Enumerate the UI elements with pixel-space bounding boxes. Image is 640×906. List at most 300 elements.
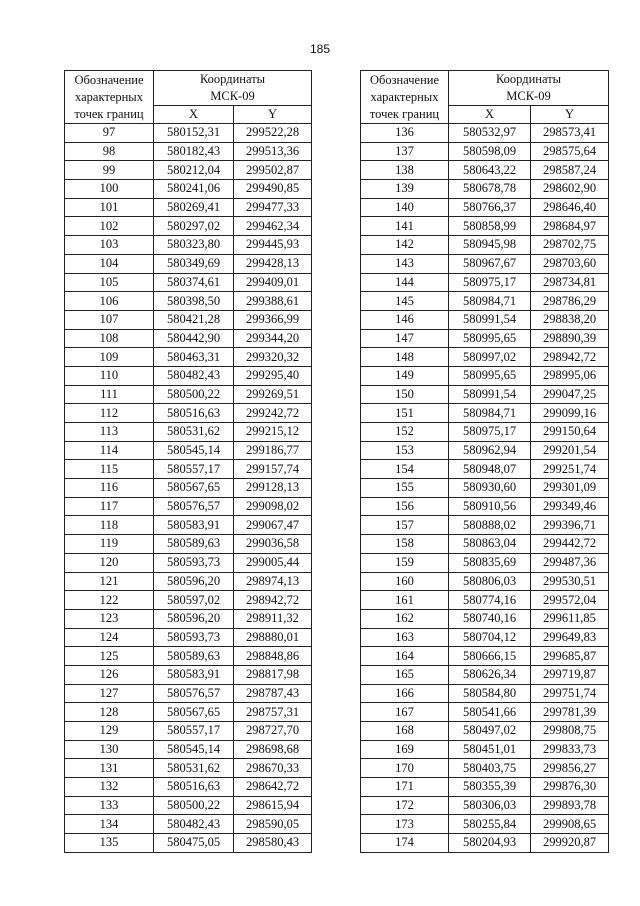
point-number-cell: 134 xyxy=(65,815,154,834)
table-row xyxy=(361,254,609,273)
point-number-cell: 161 xyxy=(361,591,449,610)
x-coordinate-cell: 580500,22 xyxy=(154,796,234,815)
table-row xyxy=(361,366,609,385)
table-row xyxy=(361,778,609,797)
x-column-header: X xyxy=(449,106,531,124)
x-coordinate-cell: 580596,20 xyxy=(154,609,234,628)
y-coordinate-cell: 298787,43 xyxy=(234,684,312,703)
table-row xyxy=(361,740,609,759)
x-coordinate-cell: 580858,99 xyxy=(449,217,531,236)
y-coordinate-cell: 299513,36 xyxy=(234,142,312,161)
table-row xyxy=(65,647,312,666)
x-coordinate-cell: 580567,65 xyxy=(154,703,234,722)
table-row xyxy=(65,778,312,797)
coordinates-header-line2: МСК-09 xyxy=(210,89,255,103)
table-row xyxy=(361,329,609,348)
point-number-cell: 162 xyxy=(361,609,449,628)
table-row xyxy=(65,254,312,273)
point-number-cell: 107 xyxy=(65,310,154,329)
x-coordinate-cell: 580567,65 xyxy=(154,479,234,498)
y-coordinate-cell: 299047,25 xyxy=(531,385,609,404)
x-coordinate-cell: 580704,12 xyxy=(449,628,531,647)
table-row xyxy=(65,628,312,647)
y-coordinate-cell: 299388,61 xyxy=(234,292,312,311)
point-number-cell: 121 xyxy=(65,572,154,591)
y-coordinate-cell: 299128,13 xyxy=(234,479,312,498)
table-row xyxy=(361,628,609,647)
y-coordinate-cell: 298580,43 xyxy=(234,834,312,853)
x-coordinate-cell: 580666,15 xyxy=(449,647,531,666)
point-number-cell: 170 xyxy=(361,759,449,778)
x-coordinate-cell: 580306,03 xyxy=(449,796,531,815)
coordinates-header xyxy=(154,71,312,106)
point-number-cell: 137 xyxy=(361,142,449,161)
y-coordinate-cell: 298734,81 xyxy=(531,273,609,292)
table-row xyxy=(65,292,312,311)
y-coordinate-cell: 299295,40 xyxy=(234,366,312,385)
y-coordinate-cell: 299908,65 xyxy=(531,815,609,834)
point-number-cell: 166 xyxy=(361,684,449,703)
x-coordinate-cell: 580975,17 xyxy=(449,273,531,292)
y-coordinate-cell: 299269,51 xyxy=(234,385,312,404)
x-coordinate-cell: 580766,37 xyxy=(449,198,531,217)
point-number-cell: 147 xyxy=(361,329,449,348)
table-row xyxy=(361,198,609,217)
y-coordinate-cell: 298880,01 xyxy=(234,628,312,647)
x-coordinate-cell: 580888,02 xyxy=(449,516,531,535)
point-number-cell: 122 xyxy=(65,591,154,610)
y-coordinate-cell: 299833,73 xyxy=(531,740,609,759)
y-coordinate-cell: 299098,02 xyxy=(234,497,312,516)
y-coordinate-cell: 299251,74 xyxy=(531,460,609,479)
y-coordinate-cell: 298942,72 xyxy=(234,591,312,610)
point-number-cell: 100 xyxy=(65,180,154,199)
y-coordinate-cell: 299490,85 xyxy=(234,180,312,199)
point-number-cell: 123 xyxy=(65,609,154,628)
point-number-cell: 173 xyxy=(361,815,449,834)
y-coordinate-cell: 298757,31 xyxy=(234,703,312,722)
y-coordinate-cell: 299530,51 xyxy=(531,572,609,591)
point-number-cell: 117 xyxy=(65,497,154,516)
point-number-cell: 148 xyxy=(361,348,449,367)
x-coordinate-cell: 580500,22 xyxy=(154,385,234,404)
point-number-cell: 97 xyxy=(65,124,154,143)
x-coordinate-cell: 580421,28 xyxy=(154,310,234,329)
x-coordinate-cell: 580962,94 xyxy=(449,441,531,460)
x-coordinate-cell: 580355,39 xyxy=(449,778,531,797)
point-number-cell: 165 xyxy=(361,665,449,684)
y-coordinate-cell: 299301,09 xyxy=(531,479,609,498)
y-coordinate-cell: 298838,20 xyxy=(531,310,609,329)
table-row xyxy=(361,142,609,161)
table-row xyxy=(361,591,609,610)
table-row xyxy=(65,572,312,591)
table-row xyxy=(65,385,312,404)
x-coordinate-cell: 580541,66 xyxy=(449,703,531,722)
point-number-cell: 128 xyxy=(65,703,154,722)
table-row xyxy=(361,161,609,180)
y-coordinate-cell: 299349,46 xyxy=(531,497,609,516)
point-number-cell: 133 xyxy=(65,796,154,815)
x-coordinate-cell: 580774,16 xyxy=(449,591,531,610)
table-row xyxy=(361,834,609,853)
x-coordinate-cell: 580475,05 xyxy=(154,834,234,853)
point-number-cell: 142 xyxy=(361,236,449,255)
y-column-header: Y xyxy=(531,106,609,124)
y-coordinate-cell: 299487,36 xyxy=(531,553,609,572)
x-coordinate-cell: 580583,91 xyxy=(154,516,234,535)
point-number-cell: 150 xyxy=(361,385,449,404)
point-number-cell: 167 xyxy=(361,703,449,722)
table-row xyxy=(361,553,609,572)
point-number-cell: 120 xyxy=(65,553,154,572)
x-coordinate-cell: 580598,09 xyxy=(449,142,531,161)
table-row xyxy=(361,497,609,516)
designation-header-line1: Обозначение xyxy=(369,72,440,87)
table-row xyxy=(361,404,609,423)
y-coordinate-cell: 299856,27 xyxy=(531,759,609,778)
table-row xyxy=(361,815,609,834)
table-row xyxy=(65,404,312,423)
x-coordinate-cell: 580255,84 xyxy=(449,815,531,834)
table-row xyxy=(65,479,312,498)
point-number-cell: 132 xyxy=(65,778,154,797)
designation-header xyxy=(65,71,154,124)
table-row xyxy=(65,273,312,292)
point-number-cell: 144 xyxy=(361,273,449,292)
table-row xyxy=(65,236,312,255)
table-row xyxy=(361,684,609,703)
table-row xyxy=(361,180,609,199)
table-row xyxy=(361,124,609,143)
y-coordinate-cell: 299719,87 xyxy=(531,665,609,684)
y-coordinate-cell: 298615,94 xyxy=(234,796,312,815)
table-row xyxy=(361,292,609,311)
table-row xyxy=(65,423,312,442)
table-row xyxy=(65,161,312,180)
table-row xyxy=(65,180,312,199)
y-coordinate-cell: 299445,93 xyxy=(234,236,312,255)
y-coordinate-cell: 299685,87 xyxy=(531,647,609,666)
table-row xyxy=(65,366,312,385)
x-coordinate-cell: 580516,63 xyxy=(154,404,234,423)
y-coordinate-cell: 298575,64 xyxy=(531,142,609,161)
x-coordinate-cell: 580995,65 xyxy=(449,329,531,348)
point-number-cell: 114 xyxy=(65,441,154,460)
table-row xyxy=(65,815,312,834)
x-coordinate-cell: 580532,97 xyxy=(449,124,531,143)
x-coordinate-cell: 580545,14 xyxy=(154,441,234,460)
point-number-cell: 118 xyxy=(65,516,154,535)
x-coordinate-cell: 580597,02 xyxy=(154,591,234,610)
point-number-cell: 113 xyxy=(65,423,154,442)
coordinates-table-left xyxy=(64,70,312,853)
table-row xyxy=(65,441,312,460)
x-coordinate-cell: 580269,41 xyxy=(154,198,234,217)
point-number-cell: 153 xyxy=(361,441,449,460)
x-coordinate-cell: 580626,34 xyxy=(449,665,531,684)
x-coordinate-cell: 580497,02 xyxy=(449,722,531,741)
point-number-cell: 131 xyxy=(65,759,154,778)
y-coordinate-cell: 299186,77 xyxy=(234,441,312,460)
point-number-cell: 101 xyxy=(65,198,154,217)
point-number-cell: 146 xyxy=(361,310,449,329)
table-row xyxy=(65,684,312,703)
point-number-cell: 116 xyxy=(65,479,154,498)
table-row xyxy=(65,310,312,329)
x-coordinate-cell: 580596,20 xyxy=(154,572,234,591)
x-coordinate-cell: 580589,63 xyxy=(154,647,234,666)
point-number-cell: 105 xyxy=(65,273,154,292)
y-coordinate-cell: 299477,33 xyxy=(234,198,312,217)
table-row xyxy=(65,609,312,628)
x-coordinate-cell: 580740,16 xyxy=(449,609,531,628)
y-coordinate-cell: 299893,78 xyxy=(531,796,609,815)
point-number-cell: 168 xyxy=(361,722,449,741)
y-coordinate-cell: 298817,98 xyxy=(234,665,312,684)
point-number-cell: 152 xyxy=(361,423,449,442)
x-coordinate-cell: 580593,73 xyxy=(154,553,234,572)
y-coordinate-cell: 299150,64 xyxy=(531,423,609,442)
table-row xyxy=(361,441,609,460)
table-row xyxy=(361,759,609,778)
point-number-cell: 145 xyxy=(361,292,449,311)
point-number-cell: 108 xyxy=(65,329,154,348)
designation-header-line2: характерных xyxy=(75,89,143,104)
point-number-cell: 155 xyxy=(361,479,449,498)
table-row xyxy=(361,385,609,404)
x-coordinate-cell: 580576,57 xyxy=(154,497,234,516)
table-row xyxy=(65,516,312,535)
x-coordinate-cell: 580349,69 xyxy=(154,254,234,273)
y-coordinate-cell: 298974,13 xyxy=(234,572,312,591)
x-coordinate-cell: 580531,62 xyxy=(154,423,234,442)
point-number-cell: 149 xyxy=(361,366,449,385)
point-number-cell: 172 xyxy=(361,796,449,815)
y-coordinate-cell: 298602,90 xyxy=(531,180,609,199)
x-coordinate-cell: 580948,07 xyxy=(449,460,531,479)
coordinates-header-line1: Координаты xyxy=(495,72,562,86)
point-number-cell: 174 xyxy=(361,834,449,853)
table-row xyxy=(65,142,312,161)
table-row xyxy=(65,497,312,516)
x-coordinate-cell: 580557,17 xyxy=(154,460,234,479)
point-number-cell: 127 xyxy=(65,684,154,703)
y-coordinate-cell: 299781,39 xyxy=(531,703,609,722)
point-number-cell: 112 xyxy=(65,404,154,423)
designation-header-line3: точек границ xyxy=(74,106,144,121)
point-number-cell: 110 xyxy=(65,366,154,385)
x-coordinate-cell: 580863,04 xyxy=(449,535,531,554)
point-number-cell: 164 xyxy=(361,647,449,666)
table-row xyxy=(361,665,609,684)
x-coordinate-cell: 580531,62 xyxy=(154,759,234,778)
y-coordinate-cell: 299036,58 xyxy=(234,535,312,554)
point-number-cell: 136 xyxy=(361,124,449,143)
y-coordinate-cell: 298848,86 xyxy=(234,647,312,666)
y-coordinate-cell: 299320,32 xyxy=(234,348,312,367)
table-row xyxy=(65,535,312,554)
point-number-cell: 138 xyxy=(361,161,449,180)
y-coordinate-cell: 299876,30 xyxy=(531,778,609,797)
x-coordinate-cell: 580403,75 xyxy=(449,759,531,778)
designation-header-line3: точек границ xyxy=(369,106,440,121)
point-number-cell: 124 xyxy=(65,628,154,647)
y-coordinate-cell: 299808,75 xyxy=(531,722,609,741)
y-coordinate-cell: 299442,72 xyxy=(531,535,609,554)
x-coordinate-cell: 580967,67 xyxy=(449,254,531,273)
table-row xyxy=(361,796,609,815)
y-coordinate-cell: 298642,72 xyxy=(234,778,312,797)
x-coordinate-cell: 580910,56 xyxy=(449,497,531,516)
y-coordinate-cell: 299751,74 xyxy=(531,684,609,703)
y-coordinate-cell: 298670,33 xyxy=(234,759,312,778)
x-coordinate-cell: 580482,43 xyxy=(154,366,234,385)
y-coordinate-cell: 299396,71 xyxy=(531,516,609,535)
point-number-cell: 130 xyxy=(65,740,154,759)
y-coordinate-cell: 299157,74 xyxy=(234,460,312,479)
x-coordinate-cell: 580297,02 xyxy=(154,217,234,236)
designation-header-line2: характерных xyxy=(370,89,439,104)
y-coordinate-cell: 299099,16 xyxy=(531,404,609,423)
point-number-cell: 111 xyxy=(65,385,154,404)
table-row xyxy=(361,310,609,329)
table-row xyxy=(361,722,609,741)
point-number-cell: 160 xyxy=(361,572,449,591)
coordinates-table-right xyxy=(360,70,609,853)
point-number-cell: 115 xyxy=(65,460,154,479)
table-row xyxy=(65,460,312,479)
coordinates-header xyxy=(449,71,609,106)
y-coordinate-cell: 298573,41 xyxy=(531,124,609,143)
point-number-cell: 171 xyxy=(361,778,449,797)
point-number-cell: 106 xyxy=(65,292,154,311)
point-number-cell: 141 xyxy=(361,217,449,236)
table-row xyxy=(361,516,609,535)
x-coordinate-cell: 580678,78 xyxy=(449,180,531,199)
point-number-cell: 109 xyxy=(65,348,154,367)
x-column-header: X xyxy=(154,106,234,124)
x-coordinate-cell: 580806,03 xyxy=(449,572,531,591)
x-coordinate-cell: 580323,80 xyxy=(154,236,234,255)
x-coordinate-cell: 580997,02 xyxy=(449,348,531,367)
y-coordinate-cell: 298727,70 xyxy=(234,722,312,741)
y-coordinate-cell: 298702,75 xyxy=(531,236,609,255)
table-row xyxy=(361,572,609,591)
y-coordinate-cell: 298646,40 xyxy=(531,198,609,217)
coordinates-table-right-body xyxy=(361,124,609,853)
page-number: 185 xyxy=(309,42,331,56)
table-row xyxy=(65,198,312,217)
y-coordinate-cell: 298587,24 xyxy=(531,161,609,180)
x-coordinate-cell: 580584,80 xyxy=(449,684,531,703)
table-row xyxy=(65,722,312,741)
x-coordinate-cell: 580589,63 xyxy=(154,535,234,554)
table-row xyxy=(361,273,609,292)
point-number-cell: 104 xyxy=(65,254,154,273)
y-coordinate-cell: 299920,87 xyxy=(531,834,609,853)
table-row xyxy=(65,740,312,759)
x-coordinate-cell: 580975,17 xyxy=(449,423,531,442)
x-coordinate-cell: 580451,01 xyxy=(449,740,531,759)
point-number-cell: 163 xyxy=(361,628,449,647)
table-row xyxy=(361,609,609,628)
y-coordinate-cell: 299522,28 xyxy=(234,124,312,143)
point-number-cell: 126 xyxy=(65,665,154,684)
x-coordinate-cell: 580593,73 xyxy=(154,628,234,647)
x-coordinate-cell: 580398,50 xyxy=(154,292,234,311)
x-coordinate-cell: 580374,61 xyxy=(154,273,234,292)
y-coordinate-cell: 299215,12 xyxy=(234,423,312,442)
y-coordinate-cell: 298995,06 xyxy=(531,366,609,385)
table-row xyxy=(65,553,312,572)
table-row xyxy=(361,460,609,479)
x-coordinate-cell: 580557,17 xyxy=(154,722,234,741)
y-column-header: Y xyxy=(234,106,312,124)
x-coordinate-cell: 580583,91 xyxy=(154,665,234,684)
x-coordinate-cell: 580945,98 xyxy=(449,236,531,255)
point-number-cell: 157 xyxy=(361,516,449,535)
table-row xyxy=(65,329,312,348)
y-coordinate-cell: 298590,05 xyxy=(234,815,312,834)
y-coordinate-cell: 298698,68 xyxy=(234,740,312,759)
point-number-cell: 129 xyxy=(65,722,154,741)
point-number-cell: 156 xyxy=(361,497,449,516)
table-row xyxy=(361,535,609,554)
y-coordinate-cell: 298911,32 xyxy=(234,609,312,628)
y-coordinate-cell: 299344,20 xyxy=(234,329,312,348)
y-coordinate-cell: 299242,72 xyxy=(234,404,312,423)
table-row xyxy=(65,703,312,722)
coordinates-header-line1: Координаты xyxy=(199,72,266,86)
table-row xyxy=(361,236,609,255)
point-number-cell: 119 xyxy=(65,535,154,554)
x-coordinate-cell: 580182,43 xyxy=(154,142,234,161)
point-number-cell: 99 xyxy=(65,161,154,180)
table-row xyxy=(361,703,609,722)
table-row xyxy=(361,348,609,367)
coordinates-header-line2: МСК-09 xyxy=(506,89,551,103)
table-row xyxy=(65,759,312,778)
point-number-cell: 159 xyxy=(361,553,449,572)
y-coordinate-cell: 299462,34 xyxy=(234,217,312,236)
point-number-cell: 125 xyxy=(65,647,154,666)
x-coordinate-cell: 580576,57 xyxy=(154,684,234,703)
point-number-cell: 143 xyxy=(361,254,449,273)
point-number-cell: 102 xyxy=(65,217,154,236)
x-coordinate-cell: 580442,90 xyxy=(154,329,234,348)
x-coordinate-cell: 580984,71 xyxy=(449,292,531,311)
y-coordinate-cell: 299572,04 xyxy=(531,591,609,610)
table-row xyxy=(65,217,312,236)
table-row xyxy=(361,423,609,442)
x-coordinate-cell: 580152,31 xyxy=(154,124,234,143)
x-coordinate-cell: 580516,63 xyxy=(154,778,234,797)
table-row xyxy=(65,834,312,853)
y-coordinate-cell: 299201,54 xyxy=(531,441,609,460)
point-number-cell: 98 xyxy=(65,142,154,161)
y-coordinate-cell: 299502,87 xyxy=(234,161,312,180)
table-row xyxy=(361,479,609,498)
table-row xyxy=(65,591,312,610)
point-number-cell: 135 xyxy=(65,834,154,853)
designation-header xyxy=(361,71,449,124)
table-row xyxy=(65,665,312,684)
x-coordinate-cell: 580204,93 xyxy=(449,834,531,853)
x-coordinate-cell: 580991,54 xyxy=(449,385,531,404)
y-coordinate-cell: 299409,01 xyxy=(234,273,312,292)
x-coordinate-cell: 580643,22 xyxy=(449,161,531,180)
